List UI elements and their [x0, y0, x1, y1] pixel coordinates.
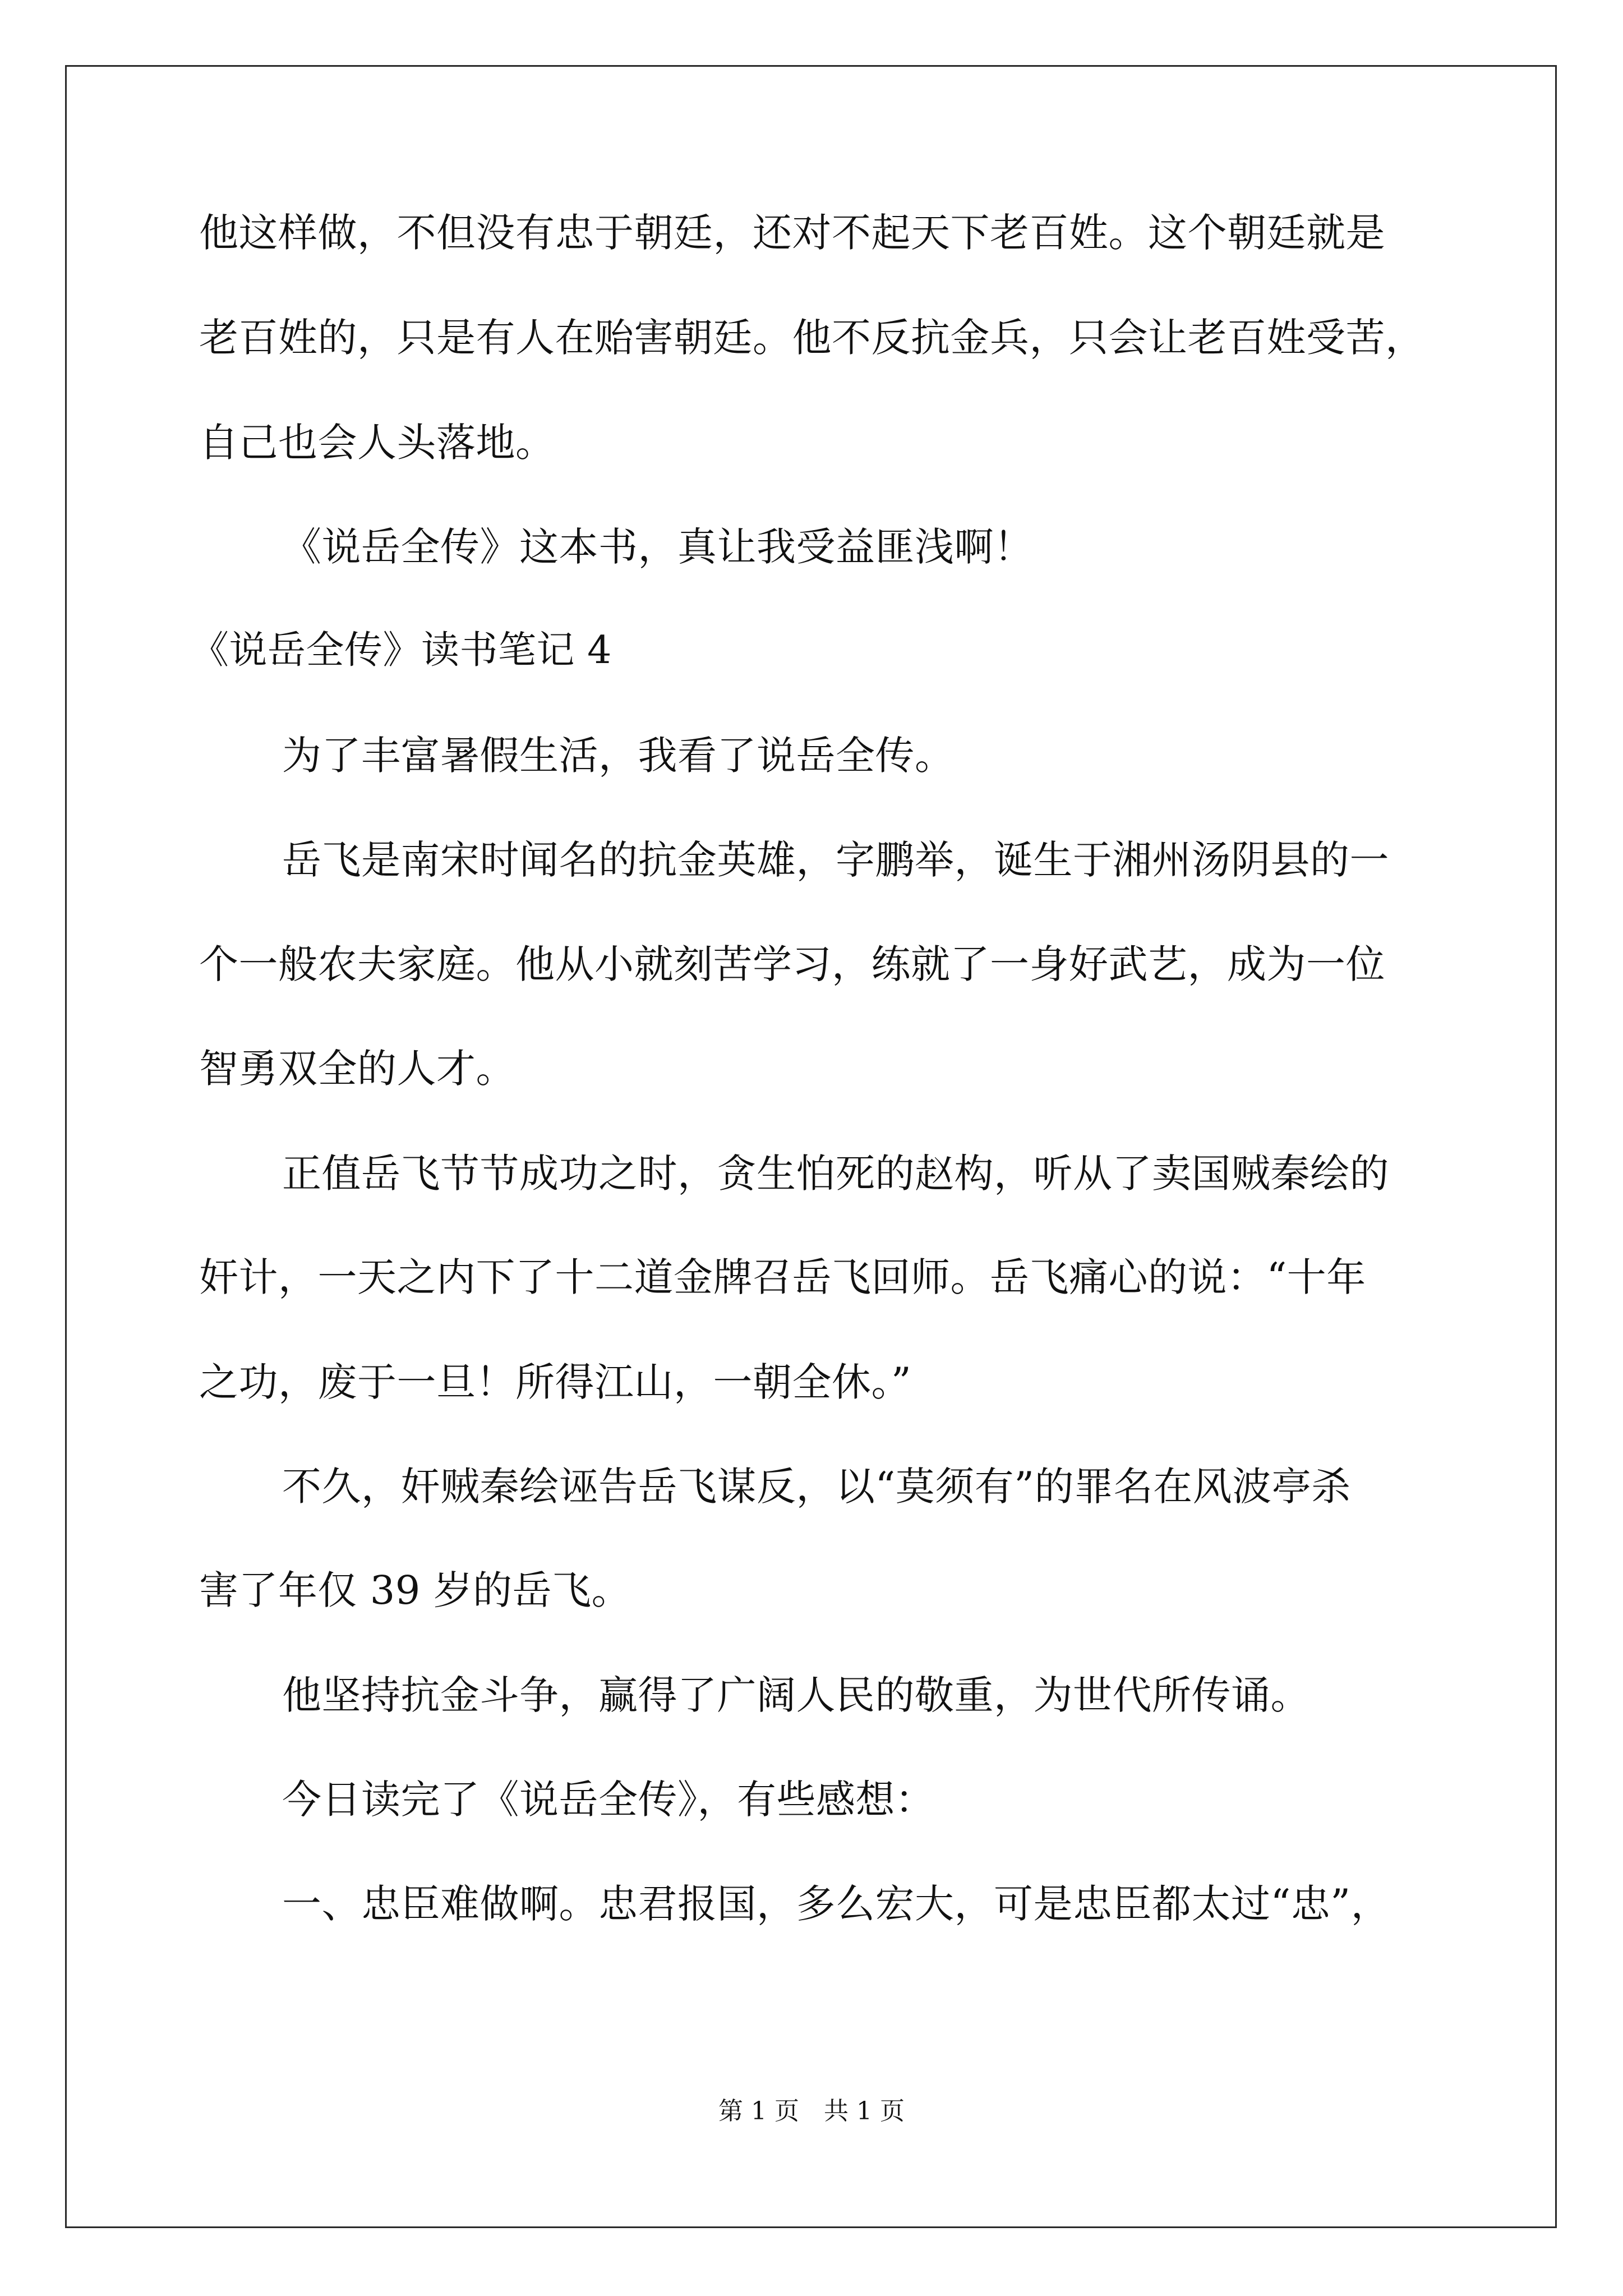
section-heading: 《说岳全传》读书笔记 4 — [191, 628, 612, 673]
body-text-line: 老百姓的，只是有人在贻害朝廷。他不反抗金兵，只会让老百姓受苦， — [199, 315, 1425, 361]
body-text-line: 正值岳飞节节成功之时，贪生怕死的赵构，听从了卖国贼秦绘的 — [282, 1151, 1389, 1197]
body-text-line: 之功，废于一旦！所得江山，一朝全休。” — [199, 1359, 912, 1405]
body-text-line: 奸计，一天之内下了十二道金牌召岳飞回师。岳飞痛心的说：“十年 — [199, 1254, 1366, 1300]
body-text-line: 为了丰富暑假生活，我看了说岳全传。 — [282, 733, 955, 779]
body-text-line: 他坚持抗金斗争，赢得了广阔人民的敬重，为世代所传诵。 — [282, 1672, 1310, 1718]
body-text-line: 自己也会人头落地。 — [199, 420, 555, 466]
body-text-line: 个一般农夫家庭。他从小就刻苦学习，练就了一身好武艺，成为一位 — [199, 941, 1385, 987]
body-text-line: 今日读完了《说岳全传》，有些感想： — [282, 1777, 935, 1823]
body-text-line: 岳飞是南宋时闻名的抗金英雄，字鹏举，诞生于湘州汤阴县的一 — [282, 837, 1389, 883]
body-text-line: 不久，奸贼秦绘诬告岳飞谋反，以“莫须有”的罪名在风波亭杀 — [282, 1464, 1351, 1510]
page-total: 共 1 页 — [824, 2097, 905, 2125]
page-footer — [0, 2096, 1623, 2127]
body-text-line: 害了年仅 39 岁的岳飞。 — [199, 1567, 631, 1613]
body-text-line: 他这样做，不但没有忠于朝廷，还对不起天下老百姓。这个朝廷就是 — [199, 210, 1385, 256]
body-text-line: 一、忠臣难做啊。忠君报国，多么宏大，可是忠臣都太过“忠”， — [282, 1881, 1391, 1927]
body-text-line: 《说岳全传》这本书，真让我受益匪浅啊！ — [282, 524, 1034, 570]
body-text-line: 智勇双全的人才。 — [199, 1046, 515, 1092]
page-number: 第 1 页 — [718, 2097, 799, 2125]
